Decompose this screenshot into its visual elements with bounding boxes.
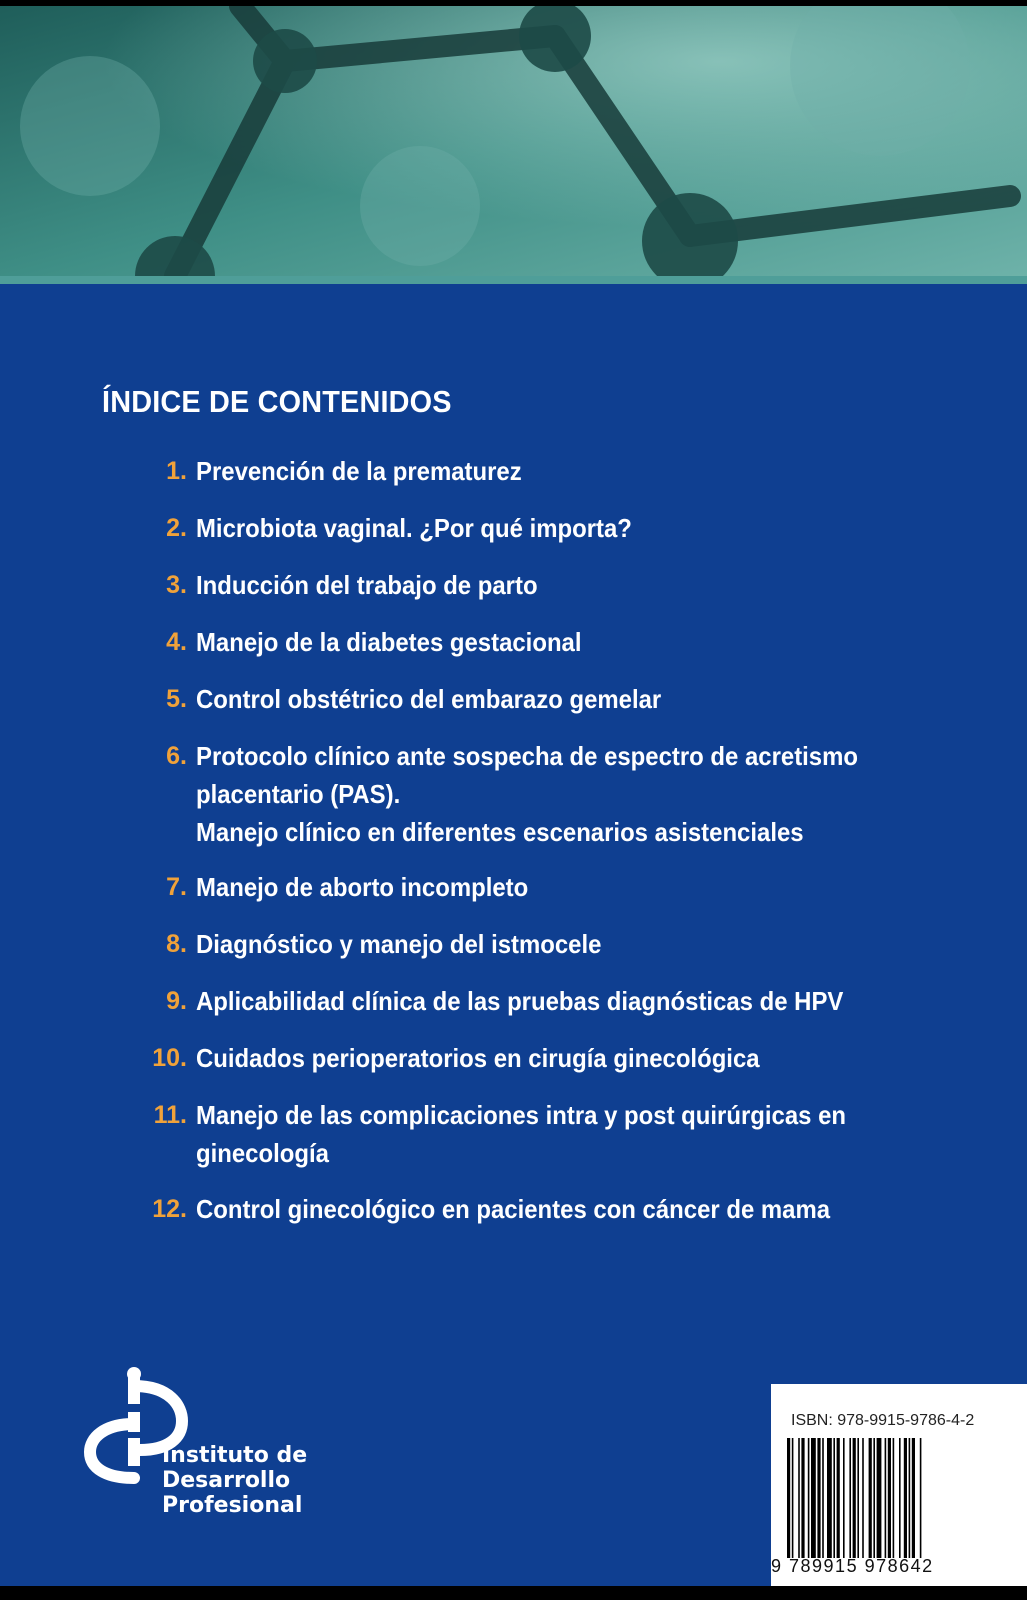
barcode-bar [811, 1438, 816, 1558]
publisher-name-line: Desarrollo [162, 1468, 291, 1493]
barcode-bar [817, 1438, 820, 1558]
toc-item-title: Control ginecológico en pacientes con cáncer de mama [196, 1194, 831, 1224]
barcode-bar [885, 1438, 887, 1558]
barcode-bar [787, 1438, 790, 1558]
barcode-bar [843, 1438, 845, 1558]
toc-item-number: 3. [166, 571, 187, 599]
toc-item-title: Protocolo clínico ante sospecha de espectro de acretismo placentario (PAS). Manejo clínico en diferentes escenarios asistenciales [196, 741, 858, 847]
toc-item-number: 6. [166, 742, 187, 770]
barcode-bar [808, 1438, 810, 1558]
toc-item-title: Diagnóstico y manejo del istmocele [196, 929, 602, 959]
barcode-bar [899, 1438, 901, 1558]
toc-item-number: 4. [166, 628, 187, 656]
barcode-bar [853, 1438, 856, 1558]
barcode-bar [792, 1438, 794, 1558]
publisher-name-line: Instituto de [162, 1443, 308, 1468]
toc-item-title: Microbiota vaginal. ¿Por qué importa? [196, 513, 632, 543]
toc-item-number: 9. [166, 987, 187, 1015]
barcode-bar [893, 1438, 895, 1558]
toc-item-title: Manejo de aborto incompleto [196, 872, 529, 902]
isbn-label: ISBN: 978-9915-9786-4-2 [791, 1412, 975, 1429]
toc-item-number: 1. [166, 457, 187, 485]
banner-divider [0, 276, 1027, 284]
publisher-name-line: Profesional [162, 1493, 303, 1518]
barcode-bar [827, 1438, 832, 1558]
toc-item-number: 2. [166, 514, 187, 542]
toc-item-title: Control obstétrico del embarazo gemelar [196, 684, 662, 714]
toc-item-title: Cuidados perioperatorios en cirugía ginecológica [196, 1043, 760, 1073]
barcode-icon [787, 1438, 1009, 1558]
barcode-bar [888, 1438, 891, 1558]
barcode-bar [849, 1438, 851, 1558]
barcode-bar [801, 1438, 804, 1558]
toc-item-number: 12. [152, 1195, 187, 1223]
molecule-banner-image [0, 6, 1027, 284]
barcode-bar [877, 1438, 882, 1558]
barcode-bar [869, 1438, 872, 1558]
toc-item-title: Prevención de la prematurez [196, 456, 522, 486]
barcode-bar [873, 1438, 875, 1558]
barcode-bar [837, 1438, 840, 1558]
isbn-barcode-panel [771, 1384, 1027, 1586]
barcode-bar [920, 1438, 922, 1558]
publisher-name [162, 1443, 307, 1518]
barcode-bar [822, 1438, 824, 1558]
toc-item-title: Inducción del trabajo de parto [196, 570, 538, 600]
toc-item-title: Manejo de las complicaciones intra y post quirúrgicas en ginecología [196, 1100, 847, 1168]
barcode-bar [912, 1438, 915, 1558]
toc-item-number: 5. [166, 685, 187, 713]
toc-heading: ÍNDICE DE CONTENIDOS [102, 384, 452, 419]
barcode-bar [904, 1438, 907, 1558]
barcode-bar [833, 1438, 835, 1558]
toc-item-number: 10. [152, 1044, 187, 1072]
barcode-bar [798, 1438, 800, 1558]
book-back-cover [0, 6, 1027, 1586]
toc-item-title: Manejo de la diabetes gestacional [196, 627, 582, 657]
toc-item-number: 8. [166, 930, 187, 958]
molecule-illustration [0, 6, 1027, 284]
barcode-bar [857, 1438, 859, 1558]
barcode-digits: 9 789915 978642 [771, 1556, 934, 1576]
barcode-bar [909, 1438, 911, 1558]
toc-item-title: Aplicabilidad clínica de las pruebas diagnósticas de HPV [196, 986, 844, 1016]
barcode-bar [862, 1438, 864, 1558]
toc-item-number: 7. [166, 873, 187, 901]
toc-item-number: 11. [153, 1101, 187, 1129]
